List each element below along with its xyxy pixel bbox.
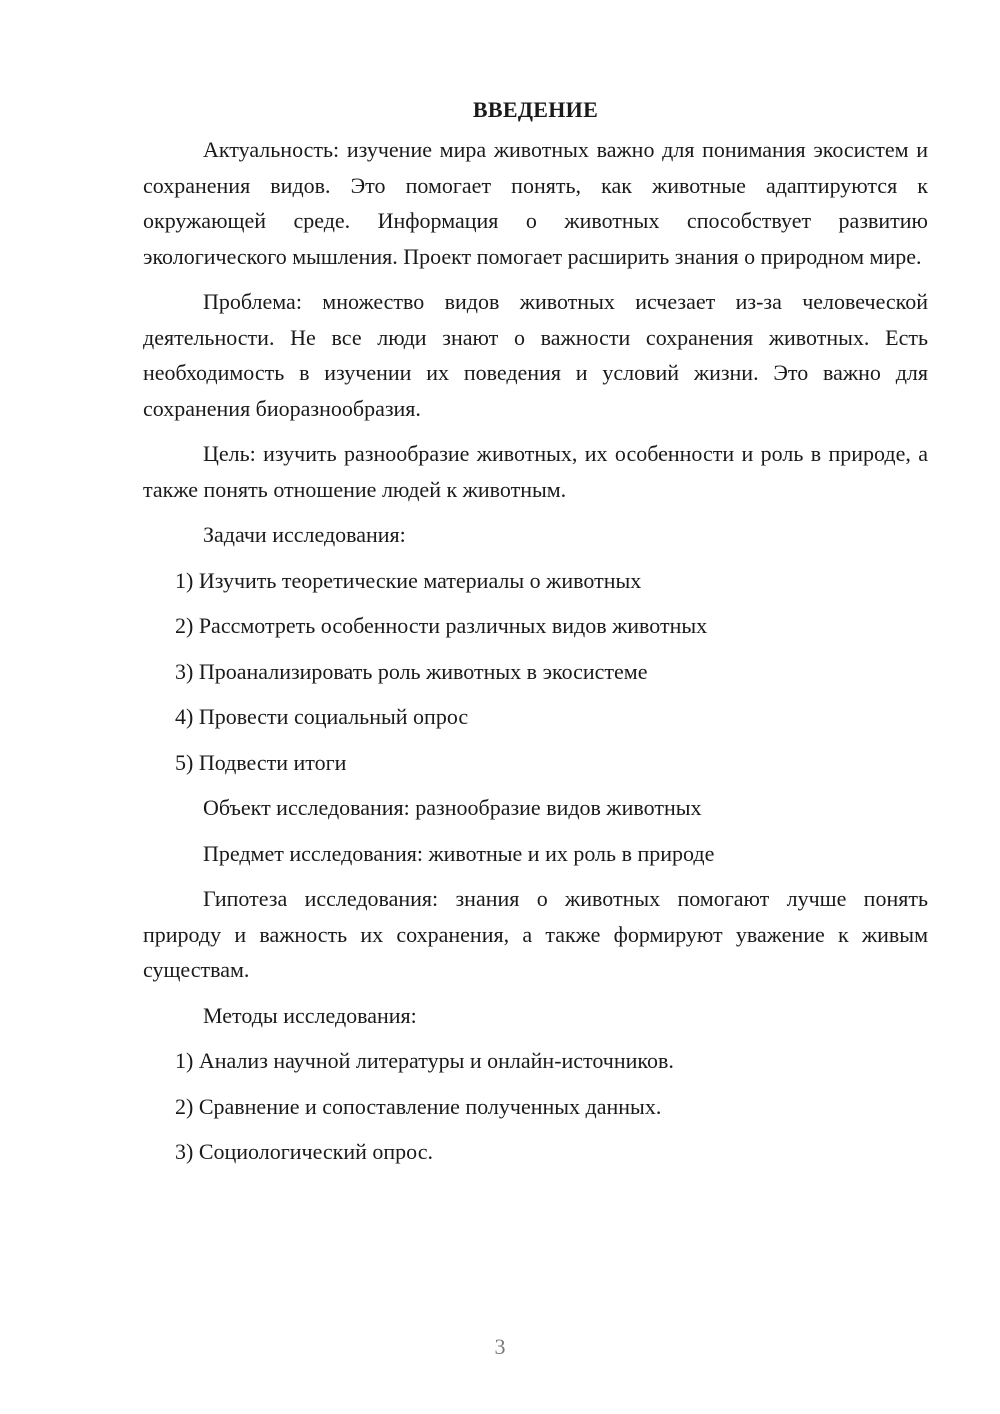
document-page (143, 92, 928, 1180)
relevance-paragraph: Актуальность: изучение мира животных важно для понимания экосистем и сохранения видов. Это помогает понять, как животные адаптируются к окружающей среде. Информация о животных способствует развитию экологического мышления. Проект помогает расширить знания о природном мире. (143, 137, 928, 269)
task-item: 3) Проанализировать роль животных в экосистеме (175, 658, 648, 684)
object-line: Объект исследования: разнообразие видов животных (203, 795, 702, 820)
task-item: 1) Изучить теоретические материалы о животных (175, 567, 642, 593)
method-item: 3) Социологический опрос. (175, 1139, 433, 1164)
section-title: ВВЕДЕНИЕ (472, 97, 599, 122)
method-item: 1) Анализ научной литературы и онлайн-источников. (175, 1048, 674, 1073)
page-number: 3 (494, 1334, 506, 1359)
hypothesis-paragraph: Гипотеза исследования: знания о животных помогают лучше понять природу и важность их сохранения, а также формируют уважение к живым существам. (143, 886, 928, 982)
task-item: 5) Подвести итоги (175, 749, 347, 775)
tasks-heading: Задачи исследования: (203, 522, 406, 547)
problem-paragraph: Проблема: множество видов животных исчезает из-за человеческой деятельности. Не все люди знают о важности сохранения животных. Есть необходимость в изучении их поведения и условий жизни. Это важно для сохранения биоразнообразия. (143, 289, 928, 421)
method-item: 2) Сравнение и сопоставление полученных данных. (175, 1093, 662, 1119)
task-item: 2) Рассмотреть особенности различных видов животных (175, 613, 708, 638)
subject-line: Предмет исследования: животные и их роль в природе (203, 840, 715, 866)
methods-heading: Методы исследования: (203, 1002, 417, 1028)
task-item: 4) Провести социальный опрос (175, 704, 469, 729)
goal-paragraph: Цель: изучить разнообразие животных, их особенности и роль в природе, а также понять отношение людей к животным. (143, 441, 928, 502)
